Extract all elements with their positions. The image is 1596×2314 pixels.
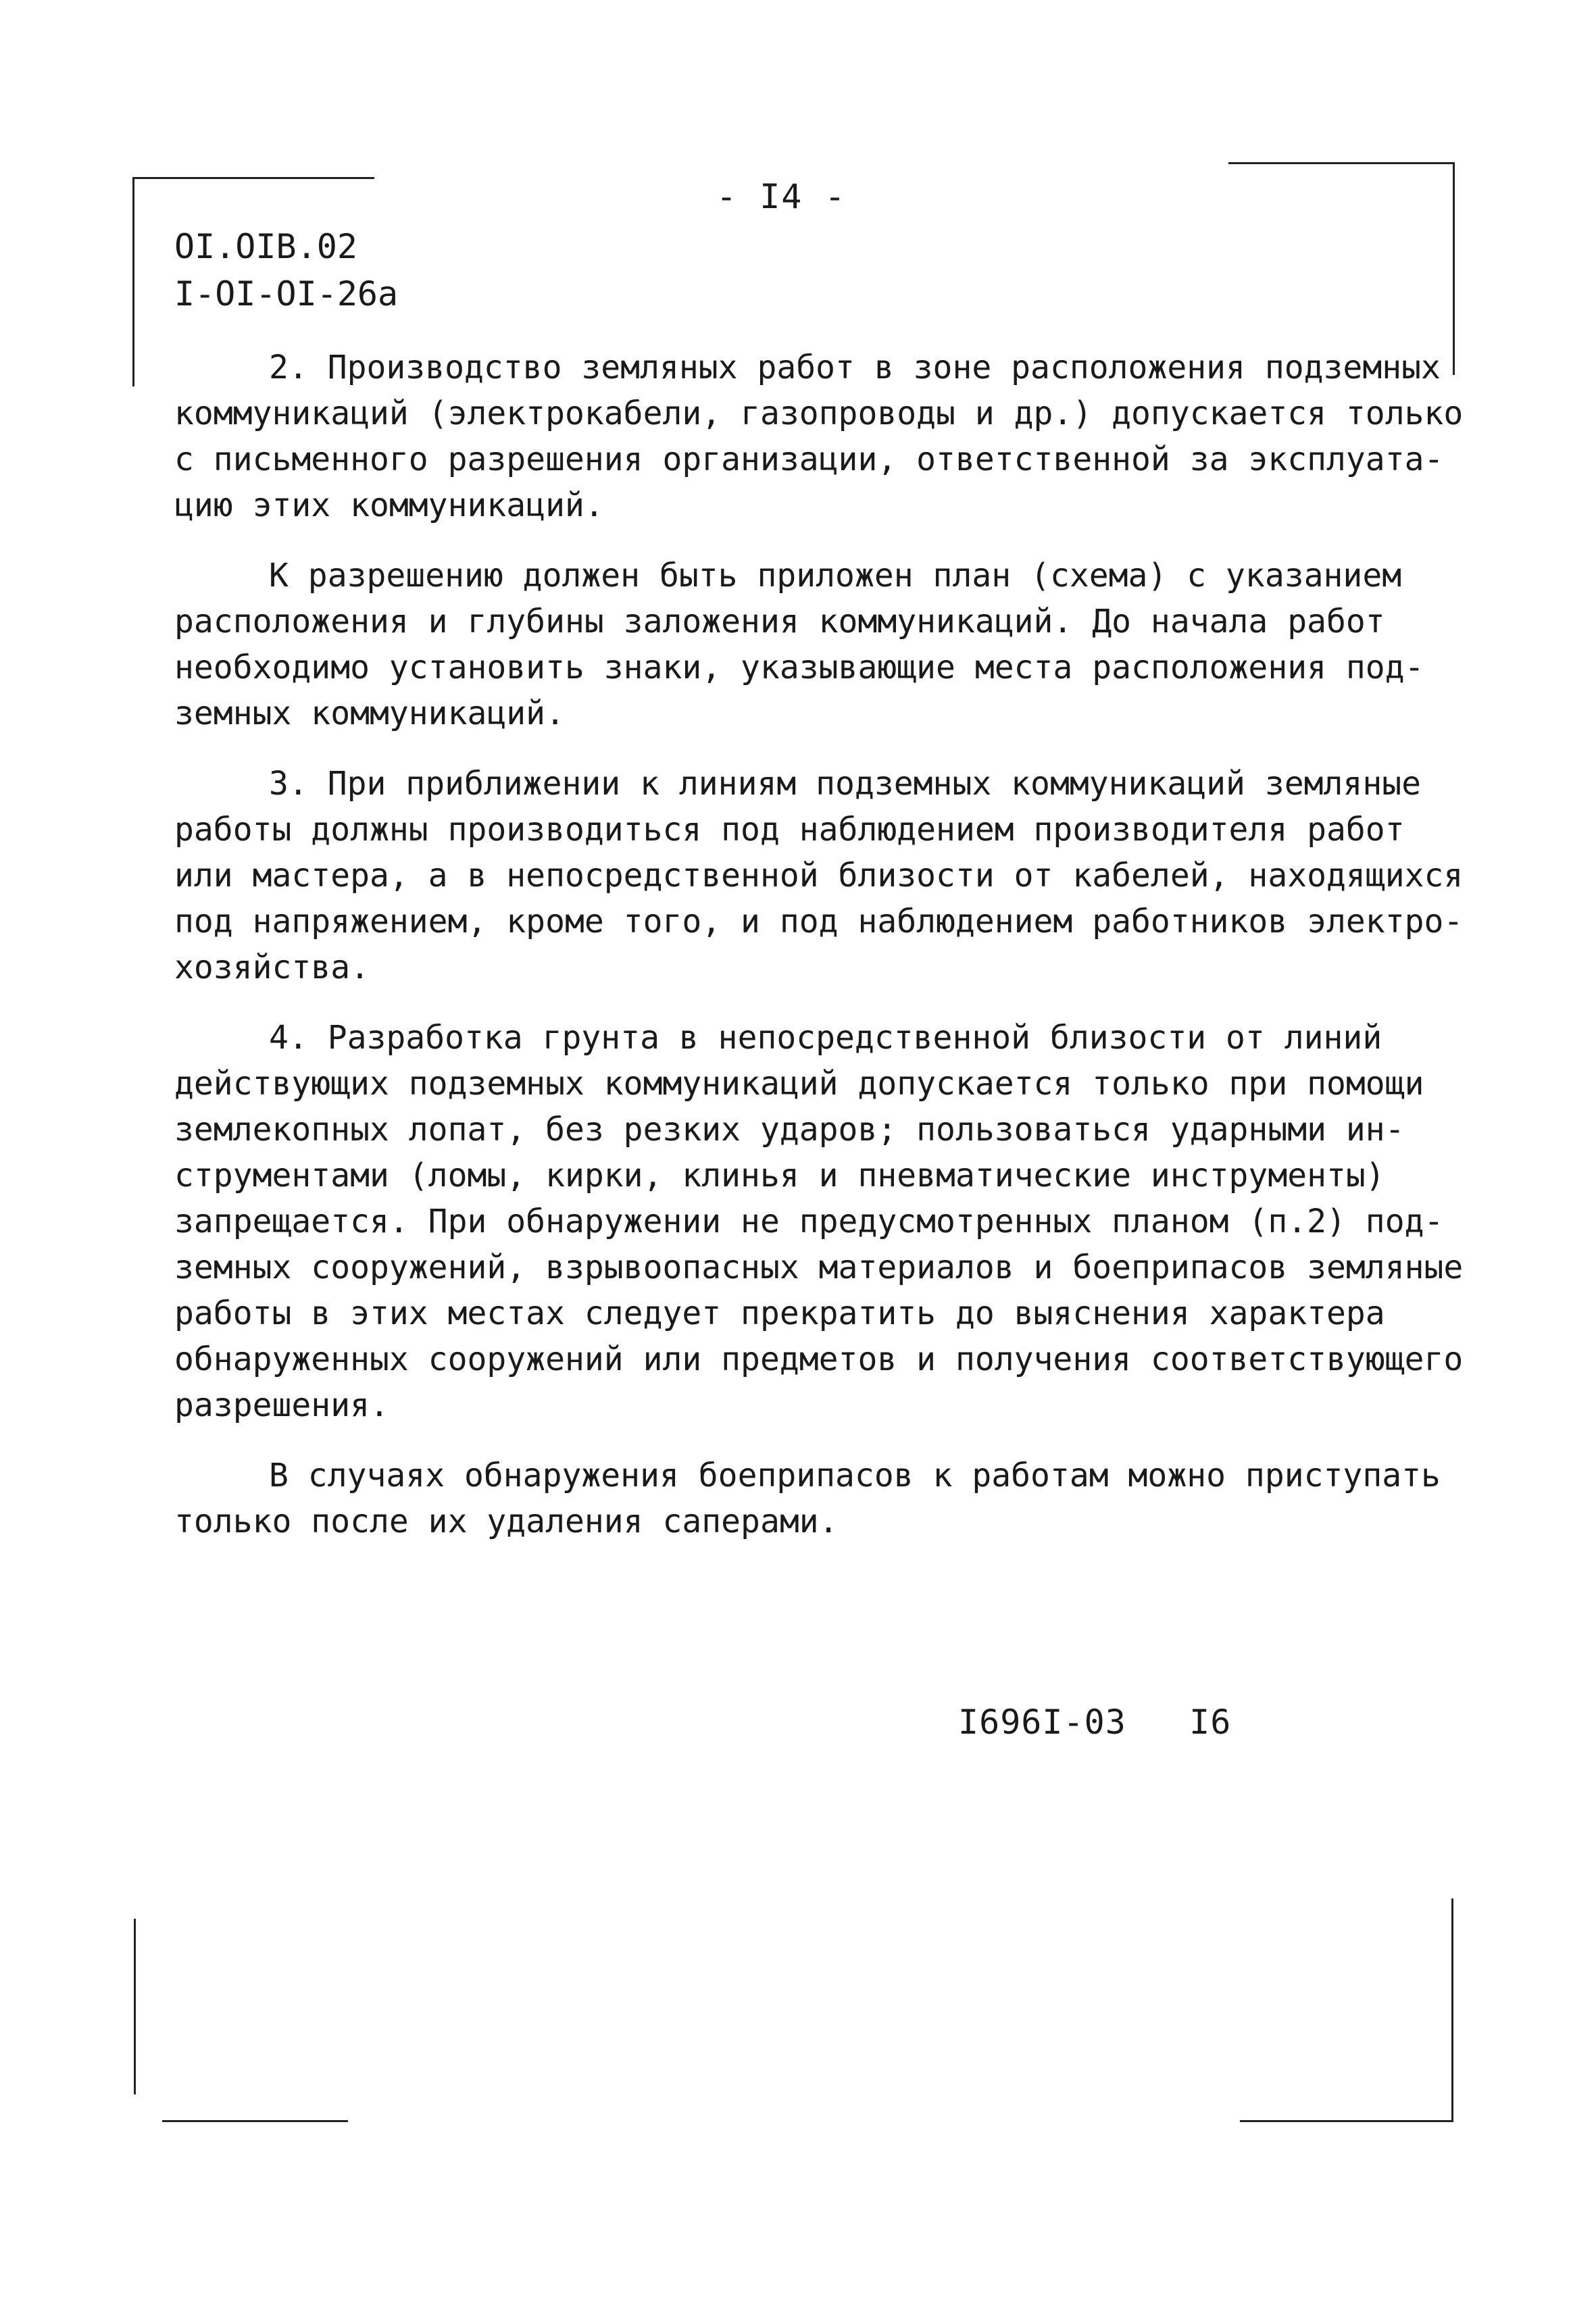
paragraph-permit-plan	[174, 553, 1445, 736]
paragraph-line: только после их удаления саперами.	[174, 1503, 839, 1540]
paragraph-2	[174, 345, 1464, 528]
paragraph-3	[174, 761, 1464, 990]
paragraph-4	[174, 1015, 1464, 1428]
footer-doc-number: I696I-03	[958, 1703, 1126, 1742]
paragraph-line: В случаях обнаружения боеприпасов к работам можно приступать	[269, 1457, 1441, 1494]
paragraph-line: с письменного разрешения организации, ответственной за эксплуата-	[174, 441, 1444, 478]
paragraph-line: К разрешению должен быть приложен план (схема) с указанием	[269, 557, 1402, 595]
body-text	[174, 345, 1464, 1569]
frame-top-left-horizontal	[132, 177, 374, 179]
frame-bottom-left-horizontal	[162, 2120, 348, 2122]
paragraph-line: расположения и глубины заложения коммуникаций. До начала работ	[174, 603, 1385, 640]
paragraph-line: 2. Производство земляных работ в зоне расположения подземных	[269, 349, 1441, 386]
paragraph-line: запрещается. При обнаружении не предусмотренных планом (п.2) под-	[174, 1203, 1444, 1240]
paragraph-line: обнаруженных сооружений или предметов и получения соответствующего	[174, 1340, 1464, 1378]
paragraph-line: струментами (ломы, кирки, клинья и пневматические инструменты)	[174, 1157, 1385, 1194]
frame-top-right-horizontal	[1228, 162, 1454, 164]
footer-sheet-number: I6	[1189, 1703, 1232, 1742]
frame-top-right-vertical	[1453, 162, 1455, 375]
footer-document-number	[958, 1703, 1231, 1742]
paragraph-line: необходимо установить знаки, указывающие места расположения под-	[174, 649, 1424, 686]
paragraph-line: разрешения.	[174, 1386, 389, 1424]
paragraph-line: земных сооружений, взрывоопасных материалов и боеприпасов земляные	[174, 1249, 1464, 1286]
frame-bottom-right-vertical	[1451, 1898, 1453, 2121]
paragraph-line: 3. При приближении к линиям подземных коммуникаций земляные	[269, 765, 1422, 803]
frame-bottom-right-horizontal	[1240, 2120, 1453, 2122]
paragraph-line: под напряжением, кроме того, и под наблюдением работников электро-	[174, 903, 1464, 940]
paragraph-line: цию этих коммуникаций.	[174, 486, 604, 524]
paragraph-line: коммуникаций (электрокабели, газопроводы и др.) допускается только	[174, 395, 1464, 432]
document-code-line-2: I-OI-OI-26a	[174, 274, 399, 313]
paragraph-line: работы в этих местах следует прекратить до выяснения характера	[174, 1294, 1385, 1332]
paragraph-line: или мастера, а в непосредственной близости от кабелей, находящихся	[174, 857, 1464, 895]
paragraph-munitions	[174, 1453, 1445, 1544]
page-number: - I4 -	[716, 177, 847, 216]
paragraph-line: земных коммуникаций.	[174, 695, 565, 732]
paragraph-line: работы должны производиться под наблюдением производителя работ	[174, 811, 1405, 849]
frame-top-left-vertical	[132, 177, 134, 386]
document-code-line-1: OI.OIB.02	[174, 227, 357, 266]
paragraph-line: землекопных лопат, без резких ударов; пользоваться ударными ин-	[174, 1111, 1405, 1149]
paragraph-line: хозяйства.	[174, 949, 370, 986]
frame-bottom-left-vertical	[134, 1919, 136, 2094]
paragraph-line: 4. Разработка грунта в непосредственной близости от линий	[269, 1019, 1382, 1057]
paragraph-line: действующих подземных коммуникаций допускается только при помощи	[174, 1065, 1424, 1103]
